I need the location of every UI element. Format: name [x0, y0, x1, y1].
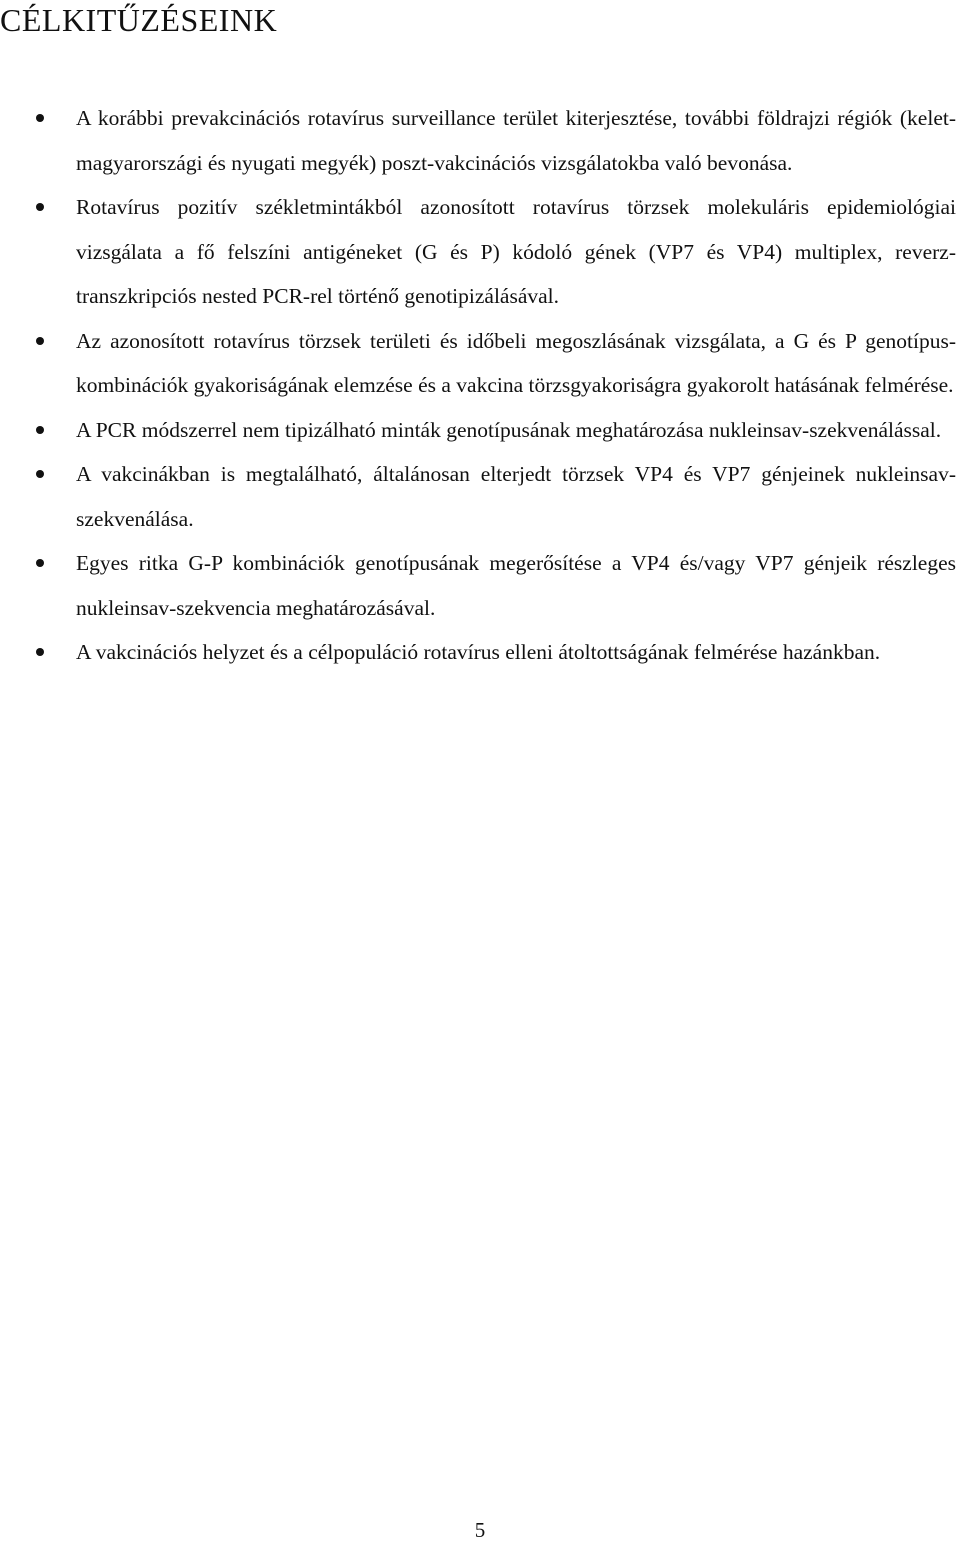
bullet-icon: [36, 337, 44, 345]
list-item: [0, 96, 956, 185]
list-item: [0, 319, 956, 408]
list-item: [0, 452, 956, 541]
bullet-icon: [36, 648, 44, 656]
objective-text: A vakcinákban is megtalálható, általánosan elterjedt törzsek VP4 és VP7 génjeinek nukleinsav-szekvenálása.: [76, 462, 956, 531]
objective-text: A vakcinációs helyzet és a célpopuláció rotavírus elleni átoltottságának felmérése hazánkban.: [76, 640, 881, 664]
bullet-icon: [36, 203, 44, 211]
page-title: CÉLKITŰZÉSEINK: [0, 2, 278, 38]
page-number: 5: [474, 1518, 486, 1542]
list-item: [0, 185, 956, 319]
list-item: [0, 408, 956, 453]
objective-text: A PCR módszerrel nem tipizálható minták genotípusának meghatározása nukleinsav-szekvenálással.: [76, 417, 942, 442]
objective-text: Egyes ritka G-P kombinációk genotípusának megerősítése a VP4 és/vagy VP7 génjeik részleges nukleinsav-szekvencia meghatározásával.: [76, 551, 956, 620]
list-item: [0, 541, 956, 630]
objectives-list: [0, 96, 956, 675]
list-item: [0, 630, 956, 675]
bullet-icon: [36, 470, 44, 478]
objective-text: A korábbi prevakcinációs rotavírus surveillance terület kiterjesztése, további földrajzi régiók (kelet-magyarországi és nyugati megyék) poszt-vakcinációs vizsgálatokba való bevonása.: [76, 106, 956, 175]
bullet-icon: [36, 114, 44, 122]
bullet-icon: [36, 426, 44, 434]
objective-text: Rotavírus pozitív székletmintákból azonosított rotavírus törzsek molekuláris epidemiológiai vizsgálata a fő felszíni antigéneket (G és P) kódoló gének (VP7 és VP4) multiplex, reverz-transzkripciós nested PCR-rel történő genotipizálásával.: [76, 195, 956, 308]
objective-text: Az azonosított rotavírus törzsek területi és időbeli megoszlásának vizsgálata, a G és P genotípus-kombinációk gyakoriságának elemzése és a vakcina törzsgyakoriságra gyakorolt hatásának felmérése.: [76, 328, 956, 397]
bullet-icon: [36, 559, 44, 567]
